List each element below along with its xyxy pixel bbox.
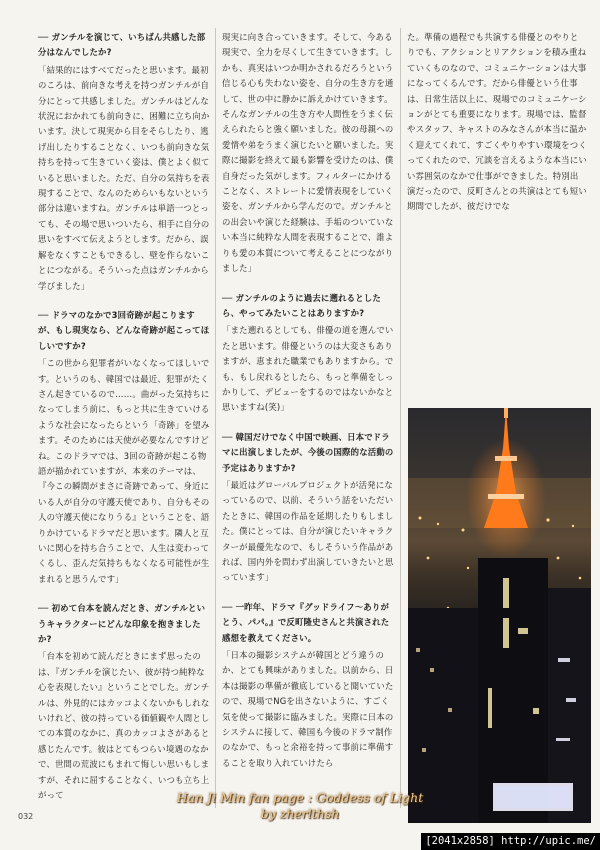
interview-question: ── 初めて台本を読んだとき、ガンチルというキャラクターにどんな印象を抱きましたか? <box>38 603 206 645</box>
upload-stamp: [2041x2858] http://upic.me/ <box>421 833 600 850</box>
answer-paragraph: 「この世から犯罪者がいなくなってほしいです。というのも、韓国では最近、犯罪がたくさん起きているので……。曲がった気持ちになってしまう前に、もっと共に生きていけるような社会になったらという「奇跡」を望みます。そのためには天使が必要なんですけどね。このドラマでは、3回の奇跡が起こる物語が描かれていますが、本来のテーマは、『今この瞬間がまさに奇跡であって、身近にいる人が自分の守護天使であり、自分もその人の守護天使になりうる』ということを、語りかけているドラマだと思います。隣人と互いに関心を持ち合うことで、人生は変わってくるし、歪んだ気持ちもなくなる可能性が生まれると思うんです」 <box>38 358 210 584</box>
answer-paragraph: 「日本の撮影システムが韓国とどう違うのか、とても興味がありました。以前から、日本は撮影の準備が徹底していると聞いていたので、現場でNGを出さないように、すごく気を使って撮影に臨みました。実際に日本のシステムに接して、韓国も今後のドラマ制作のなかで、もっと余裕を持って事前に準備することを取り入れていけたら <box>222 650 394 768</box>
watermark-line-2: by zherlthsh <box>260 806 340 821</box>
interview-answer <box>222 323 394 415</box>
answer-paragraph: 「結果的にはすべてだったと思います。最初のころは、前向きな考えを持つガンチルが自分にとって共感しました。ガンチルはどんな状況におかれても前向きに、困難に立ち向かいます。決して現実から目をそらしたり、逃げ出したりすることなく、いつも前向きな気持ちを持って生きていく姿は、僕とよく似ていると思いました。ただ、自分の気持ちを表現することで、なんのためらいもないという部分は違いますね。ガンチルは単語一つとっても、その場で思いついたら、相手に自分の思いをすべて伝えようとします。だから、誤解をなくすこともできるし、壁を作らないことにつながる。そういった点はガンチルから学びました」 <box>38 64 210 291</box>
answer-paragraph: た。準備の過程でも共演する俳優とのやりとりでも、アクションとリアクションを積み重ねていくものなので、コミュニケーションは大事になってくるんです。だから俳優という仕事は、日常生活以上に、現場でのコミュニケーションがとても重要になります。現場では、監督やスタッフ、キャストのみなさんが本当に温かく迎えてくれて、すごくやりやすい環境をつくってくれたので、冗談を言えるような本当にいい雰囲気のなかで仕事ができました。特別出演だったので、反町さんとの共演はとても短い期間でしたが、彼だけでな <box>407 32 587 212</box>
text-column-2 <box>222 30 394 785</box>
watermark-line-1: Han Ji Min fan page : Goddess of Light <box>176 790 424 805</box>
tokyo-tower-night-photo <box>408 408 591 823</box>
interview-answer <box>38 356 210 587</box>
answer-paragraph: 「最近はグローバルプロジェクトが活発になっているので、以前、そういう話をいただいたときに、韓国の作品を延期したりもしました。僕にとっては、自分が演じたいキャラクターが最優先なので、もしそういう作品があれば、国内外を問わず出演していきたいと思っています」 <box>222 479 394 583</box>
text-column-1 <box>38 30 210 818</box>
interview-question: ── 韓国だけでなく中国で映画、日本でドラマに出演しましたが、今後の国際的な活動の予定はありますか? <box>222 431 394 473</box>
interview-question: ── ドラマのなかで3回奇跡が起こりますが、もし現実なら、どんな奇跡が起こってほしいですか? <box>38 309 210 351</box>
fan-page-watermark <box>150 790 450 822</box>
text-column-3 <box>407 30 587 229</box>
interview-question: ── 一昨年、ドラマ『グッドライフ〜ありがとう、パパ。』で反町隆史さんと共演された感想を教えてください。 <box>222 601 390 643</box>
answer-paragraph: 「台本を初めて読んだときにまず思ったのは、『ガンチルを演じたい、彼が持つ純粋な心を表現したい』ということでした。ガンチルは、外見的にはカッコよくないかもしれないけれど、彼の持っている価値観や人間としての本質のなかに、真のカッコよさがあると感じたんです。彼はとてもつらい境遇のなかで、世間の荒波にもまれて悔しい思いもしますが、それに屈することなく、いつも立ち上がって <box>38 651 210 801</box>
interview-question: ── ガンチルを演じて、いちばん共感した部分はなんでしたか? <box>38 32 206 58</box>
interview-answer <box>222 30 394 277</box>
page-number: 032 <box>18 812 34 821</box>
answer-paragraph: 現実に向き合っていきます。そして、今ある現実で、全力を尽くして生きていきます。しかも、真実はいつか明かされるだろうという信じる心も失わない姿を、自分の生き方を通して、世の中に静かに訴えかけていきます。そんなガンチルの生き方や人間性をうまく伝えられたらと強く願いました。彼の母親への愛情や弟をうまく演じたいと願いました。実際に撮影を終えて最も影響を受けたのは、僕自身だった気がします。フィルターにかけることなく、ストレートに愛情表現をしていく姿を、ガンチルから学んだので。ガンチルとの出会いや演じた経験は、手垢のついていない本当に純粋な人間を表現することで、誰よりも愛の本質について考えることにつながりました」 <box>222 32 394 274</box>
interview-answer <box>38 63 210 294</box>
column-divider <box>400 28 401 808</box>
answer-paragraph: 「また遡れるとしても、俳優の道を選んでいたと思います。俳優というのは大変さもありますが、恵まれた職業でもありますから。でも、もし戻れるとしたら、もっと準備をしっかりして、デビューをするのではないかなと思いますね(笑)」 <box>222 325 394 413</box>
interview-answer <box>222 478 394 586</box>
interview-answer <box>407 30 587 215</box>
column-divider <box>215 28 216 808</box>
interview-question: ── ガンチルのように過去に遡れるとしたら、やってみたいことはありますか? <box>222 292 381 318</box>
interview-answer <box>38 649 210 803</box>
interview-answer <box>222 648 394 771</box>
